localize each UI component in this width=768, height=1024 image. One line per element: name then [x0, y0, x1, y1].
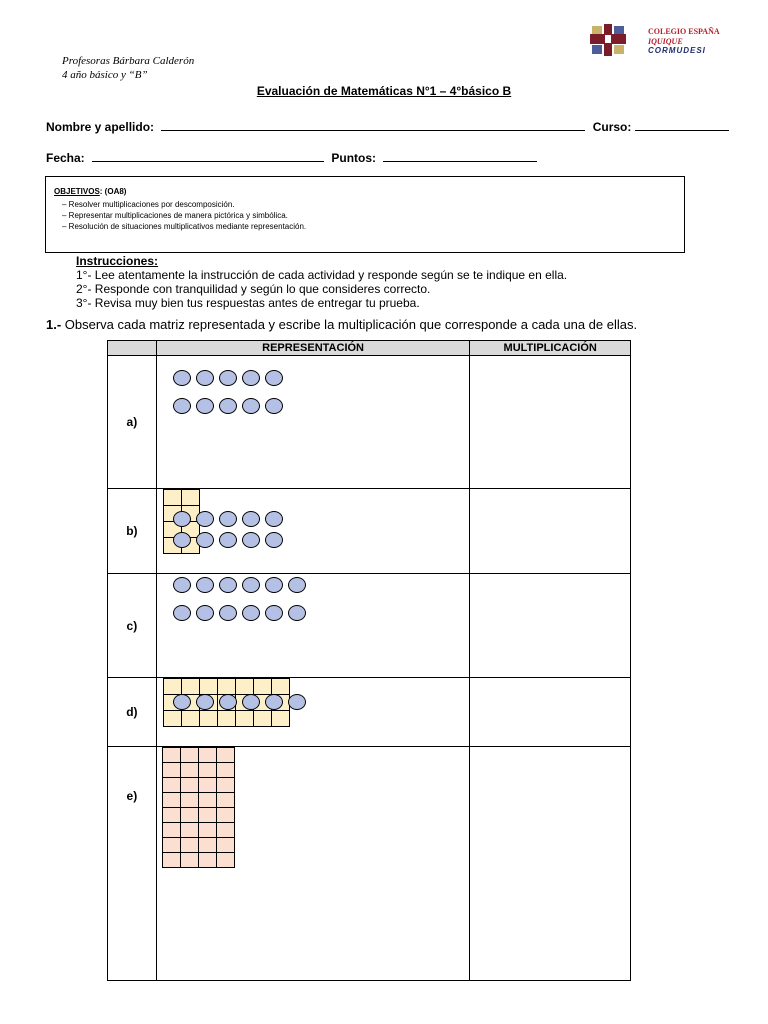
teacher-name: Profesoras Bárbara Calderón: [62, 55, 195, 67]
grid-square: [163, 489, 182, 506]
school-name-line2: IQUIQUE: [648, 37, 683, 46]
grid-square: [253, 710, 272, 727]
matrix-circle: [219, 694, 237, 710]
grid-square: [181, 710, 200, 727]
grid-square: [199, 678, 218, 695]
objectives-heading: OBJETIVOS: (OA8): [54, 187, 127, 196]
matrix-circle: [288, 694, 306, 710]
matrix-circle: [196, 577, 214, 593]
grid-square: [163, 678, 182, 695]
question-number: 1.-: [46, 317, 62, 332]
matrix-circle: [196, 398, 214, 414]
matrix-circle: [242, 532, 260, 548]
grid-square: [198, 747, 217, 763]
instructions-heading: Instrucciones:: [76, 254, 159, 268]
grid-square: [216, 807, 235, 823]
matrix-circle: [219, 511, 237, 527]
grid-square: [162, 852, 181, 868]
grid-square: [180, 792, 199, 808]
row-label: c): [108, 574, 157, 678]
row-label: e): [108, 747, 157, 981]
question-1: [46, 317, 637, 332]
answer-cell[interactable]: [470, 356, 631, 489]
school-name-line3: CORMUDESI: [648, 46, 706, 55]
grid-square: [162, 762, 181, 778]
matrix-circle: [265, 532, 283, 548]
answer-cell[interactable]: [470, 747, 631, 981]
grid-square: [198, 792, 217, 808]
matrix-circle: [288, 577, 306, 593]
objective-item: – Resolución de situaciones multiplicativos mediante representación.: [62, 222, 307, 231]
course-name: 4 año básico y “B”: [62, 69, 148, 81]
objectives-box: [45, 176, 685, 253]
date-field-row: [46, 151, 537, 165]
matrix-circle: [265, 605, 283, 621]
page-title: Evaluación de Matemáticas N°1 – 4°básico B: [256, 84, 512, 98]
matrix-circle: [242, 370, 260, 386]
row-label: d): [108, 678, 157, 747]
header-multiplication: MULTIPLICACIÓN: [470, 341, 631, 356]
grid-square: [180, 747, 199, 763]
representation-cell: [156, 574, 470, 678]
matrix-table: [107, 340, 631, 981]
grid-square: [253, 678, 272, 695]
answer-cell[interactable]: [470, 574, 631, 678]
objective-item: – Representar multiplicaciones de manera pictórica y simbólica.: [62, 211, 288, 220]
grid-square: [180, 762, 199, 778]
grid-square: [216, 762, 235, 778]
matrix-circle: [173, 511, 191, 527]
grid-square: [216, 792, 235, 808]
points-input-line[interactable]: [383, 151, 537, 162]
matrix-circle: [219, 370, 237, 386]
name-field-row: [46, 120, 729, 134]
course-label: Curso:: [592, 120, 632, 134]
grid-square: [162, 837, 181, 853]
grid-square: [162, 822, 181, 838]
matrix-circle: [173, 694, 191, 710]
matrix-circle: [196, 532, 214, 548]
objectives-list: [62, 200, 306, 231]
table-row: [108, 678, 631, 747]
table-row: [108, 747, 631, 981]
grid-square: [162, 807, 181, 823]
matrix-circle: [242, 605, 260, 621]
matrix-circle: [265, 511, 283, 527]
representation-cell: [156, 489, 470, 574]
grid-square: [180, 852, 199, 868]
matrix-circle: [242, 694, 260, 710]
matrix-circle: [173, 398, 191, 414]
grid-square: [271, 678, 290, 695]
grid-square: [216, 822, 235, 838]
matrix-circle: [173, 532, 191, 548]
date-label: Fecha:: [46, 151, 85, 165]
instruction-item: 2°- Responde con tranquilidad y según lo que consideres correcto.: [76, 282, 431, 296]
name-label: Nombre y apellido:: [46, 120, 155, 134]
grid-square: [235, 678, 254, 695]
matrix-circle: [173, 605, 191, 621]
grid-square: [217, 710, 236, 727]
matrix-circle: [173, 577, 191, 593]
representation-cell: [156, 678, 470, 747]
grid-square: [181, 678, 200, 695]
matrix-circle: [219, 577, 237, 593]
grid-square: [216, 747, 235, 763]
grid-square: [235, 710, 254, 727]
row-label: a): [108, 356, 157, 489]
grid-square: [162, 792, 181, 808]
question-text: Observa cada matriz representada y escribe la multiplicación que corresponde a cada una de ellas.: [61, 317, 638, 332]
course-input-line[interactable]: [635, 120, 729, 131]
representation-cell: [156, 747, 470, 981]
table-header-row: [108, 341, 631, 356]
grid-square: [180, 807, 199, 823]
answer-cell[interactable]: [470, 489, 631, 574]
grid-square: [180, 777, 199, 793]
row-label: b): [108, 489, 157, 574]
grid-square: [180, 822, 199, 838]
grid-square: [198, 852, 217, 868]
grid-square: [216, 837, 235, 853]
grid-square: [198, 822, 217, 838]
grid-square: [199, 710, 218, 727]
school-logo: [588, 22, 648, 58]
grid-square: [216, 852, 235, 868]
instruction-item: 3°- Revisa muy bien tus respuestas antes de entregar tu prueba.: [76, 296, 420, 310]
matrix-circle: [265, 694, 283, 710]
grid-square: [162, 747, 181, 763]
grid-square: [181, 489, 200, 506]
matrix-circle: [196, 511, 214, 527]
matrix-circle: [219, 605, 237, 621]
grid-square: [198, 777, 217, 793]
matrix-circle: [196, 370, 214, 386]
table-row: [108, 574, 631, 678]
matrix-circle: [219, 398, 237, 414]
grid-square: [162, 777, 181, 793]
representation-cell: [156, 356, 470, 489]
name-input-line[interactable]: [161, 120, 585, 131]
grid-square: [198, 837, 217, 853]
matrix-circle: [196, 694, 214, 710]
date-input-line[interactable]: [92, 151, 324, 162]
grid-square: [217, 678, 236, 695]
table-row: [108, 356, 631, 489]
header-representation: REPRESENTACIÓN: [156, 341, 470, 356]
instruction-item: 1°- Lee atentamente la instrucción de cada actividad y responde según se te indique en ella.: [76, 268, 568, 282]
matrix-circle: [265, 577, 283, 593]
header-empty-cell: [108, 341, 157, 356]
matrix-circle: [288, 605, 306, 621]
objective-item: – Resolver multiplicaciones por descomposición.: [62, 200, 235, 209]
grid-square: [216, 777, 235, 793]
matrix-circle: [242, 511, 260, 527]
school-name-line1: COLEGIO ESPAÑA: [648, 27, 720, 36]
matrix-circle: [173, 370, 191, 386]
answer-cell[interactable]: [470, 678, 631, 747]
grid-square: [198, 807, 217, 823]
grid-square: [163, 710, 182, 727]
matrix-circle: [219, 532, 237, 548]
table-row: [108, 489, 631, 574]
grid-square: [180, 837, 199, 853]
matrix-circle: [265, 398, 283, 414]
grid-square: [198, 762, 217, 778]
matrix-circle: [265, 370, 283, 386]
grid-square: [271, 710, 290, 727]
points-label: Puntos:: [331, 151, 377, 165]
matrix-circle: [242, 577, 260, 593]
matrix-circle: [242, 398, 260, 414]
matrix-circle: [196, 605, 214, 621]
